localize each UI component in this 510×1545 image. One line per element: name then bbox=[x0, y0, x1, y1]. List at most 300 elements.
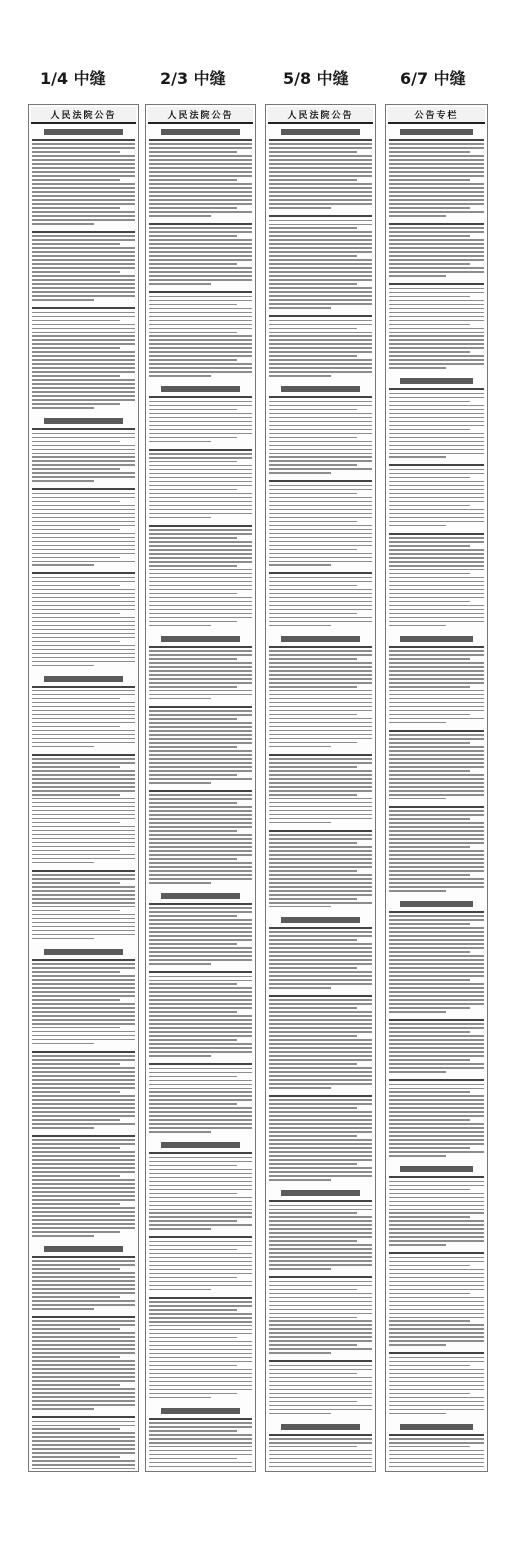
text-line bbox=[32, 870, 135, 872]
text-line bbox=[269, 335, 372, 337]
text-line bbox=[269, 987, 331, 989]
text-line bbox=[389, 449, 484, 451]
text-line bbox=[269, 782, 372, 784]
text-line bbox=[32, 339, 135, 341]
text-line bbox=[269, 1003, 372, 1005]
text-line bbox=[32, 826, 135, 828]
text-line bbox=[269, 437, 357, 439]
text-line bbox=[269, 1244, 372, 1246]
text-line bbox=[269, 332, 372, 334]
text-line bbox=[149, 1095, 252, 1097]
text-line bbox=[149, 247, 252, 249]
text-line bbox=[32, 690, 135, 692]
text-line bbox=[389, 585, 484, 587]
text-line bbox=[269, 1055, 372, 1057]
text-line bbox=[389, 469, 484, 471]
text-line bbox=[389, 1111, 484, 1113]
text-line bbox=[32, 171, 135, 173]
text-line bbox=[269, 409, 357, 411]
text-line bbox=[389, 235, 470, 237]
text-line bbox=[149, 678, 252, 680]
text-line bbox=[269, 1228, 372, 1230]
text-line bbox=[149, 195, 252, 197]
text-line bbox=[32, 999, 120, 1001]
text-line bbox=[32, 762, 135, 764]
text-line bbox=[389, 1434, 484, 1436]
text-line bbox=[389, 1212, 484, 1214]
text-line bbox=[269, 995, 372, 997]
text-line bbox=[389, 613, 484, 615]
text-line bbox=[389, 854, 484, 856]
text-line bbox=[32, 247, 135, 249]
text-line bbox=[269, 1405, 372, 1407]
text-line bbox=[389, 247, 484, 249]
text-line bbox=[32, 316, 135, 318]
text-line bbox=[389, 1147, 470, 1149]
text-line bbox=[269, 947, 372, 949]
text-line bbox=[32, 541, 135, 543]
text-line bbox=[149, 1269, 252, 1271]
text-line bbox=[389, 1466, 484, 1468]
text-line bbox=[389, 1176, 484, 1178]
text-line bbox=[32, 1187, 135, 1189]
text-line bbox=[389, 263, 470, 265]
text-line bbox=[389, 1301, 484, 1303]
text-line bbox=[149, 1397, 211, 1399]
text-line bbox=[32, 589, 135, 591]
text-line bbox=[149, 1157, 252, 1159]
text-line bbox=[269, 975, 372, 977]
text-line bbox=[389, 497, 484, 499]
text-line bbox=[389, 489, 484, 491]
text-line bbox=[269, 472, 331, 474]
text-line bbox=[389, 1446, 470, 1448]
text-line bbox=[149, 613, 252, 615]
paragraph-gap bbox=[269, 629, 372, 633]
text-line bbox=[269, 243, 372, 245]
notice-subheading bbox=[44, 129, 122, 135]
text-line bbox=[32, 1207, 135, 1209]
text-line bbox=[149, 1321, 252, 1323]
text-line bbox=[269, 1332, 372, 1334]
text-line bbox=[269, 1305, 372, 1307]
text-line bbox=[389, 750, 484, 752]
text-line bbox=[269, 421, 372, 423]
text-line bbox=[269, 1051, 372, 1053]
text-line bbox=[269, 955, 372, 957]
text-line bbox=[149, 1127, 252, 1129]
text-line bbox=[149, 243, 252, 245]
text-line bbox=[269, 979, 372, 981]
text-line bbox=[32, 906, 135, 908]
text-line bbox=[389, 1181, 484, 1183]
text-line bbox=[149, 497, 252, 499]
text-line bbox=[32, 1324, 135, 1326]
text-line bbox=[269, 702, 372, 704]
text-line bbox=[32, 645, 135, 647]
text-line bbox=[32, 545, 135, 547]
text-line bbox=[269, 1236, 372, 1238]
text-line bbox=[389, 259, 484, 261]
text-line bbox=[149, 923, 252, 925]
text-line bbox=[149, 1393, 237, 1395]
text-line bbox=[149, 818, 252, 820]
text-line bbox=[269, 239, 372, 241]
text-line bbox=[32, 219, 135, 221]
text-line bbox=[149, 469, 252, 471]
text-line bbox=[389, 593, 484, 595]
text-line bbox=[32, 312, 135, 314]
text-line bbox=[32, 537, 135, 539]
column-text-body bbox=[149, 126, 252, 1469]
text-line bbox=[269, 187, 372, 189]
text-line bbox=[389, 1232, 484, 1234]
text-line bbox=[32, 437, 135, 439]
text-line bbox=[32, 1328, 120, 1330]
text-line bbox=[269, 878, 372, 880]
text-line bbox=[32, 1135, 135, 1137]
text-line bbox=[32, 798, 135, 800]
text-line bbox=[149, 903, 252, 905]
text-line bbox=[269, 413, 372, 415]
text-line bbox=[32, 898, 135, 900]
text-line bbox=[32, 1075, 135, 1077]
text-line bbox=[389, 445, 484, 447]
text-line bbox=[389, 658, 470, 660]
text-line bbox=[32, 203, 135, 205]
text-line bbox=[389, 670, 484, 672]
text-line bbox=[269, 155, 372, 157]
text-line bbox=[269, 203, 372, 205]
text-line bbox=[32, 722, 135, 724]
text-line bbox=[32, 971, 120, 973]
text-line bbox=[32, 1316, 135, 1318]
text-line bbox=[389, 1393, 470, 1395]
text-line bbox=[32, 1235, 94, 1237]
text-line bbox=[149, 758, 252, 760]
text-line bbox=[269, 480, 372, 482]
text-line bbox=[149, 794, 252, 796]
column-header: 人民法院公告 bbox=[268, 107, 373, 124]
text-line bbox=[389, 324, 470, 326]
text-line bbox=[32, 585, 120, 587]
text-line bbox=[269, 694, 372, 696]
text-line bbox=[269, 834, 372, 836]
text-line bbox=[269, 686, 357, 688]
text-line bbox=[149, 1173, 252, 1175]
text-line bbox=[269, 299, 372, 301]
text-line bbox=[389, 782, 484, 784]
text-line bbox=[389, 1216, 470, 1218]
text-line bbox=[149, 433, 252, 435]
text-line bbox=[149, 371, 252, 373]
paragraph-gap bbox=[32, 669, 135, 673]
text-line bbox=[389, 698, 484, 700]
text-line bbox=[32, 441, 120, 443]
text-line bbox=[269, 1205, 372, 1207]
text-line bbox=[269, 1075, 372, 1077]
text-line bbox=[149, 1201, 252, 1203]
notice-subheading bbox=[281, 917, 359, 923]
text-line bbox=[389, 682, 484, 684]
text-line bbox=[32, 332, 135, 334]
text-line bbox=[32, 694, 135, 696]
text-line bbox=[269, 794, 357, 796]
text-line bbox=[269, 453, 372, 455]
text-line bbox=[269, 999, 372, 1001]
text-line bbox=[269, 401, 372, 403]
text-line bbox=[269, 468, 372, 470]
text-line bbox=[269, 1397, 372, 1399]
text-line bbox=[389, 1220, 484, 1222]
text-line bbox=[269, 874, 372, 876]
text-line bbox=[389, 335, 484, 337]
text-line bbox=[269, 1434, 372, 1436]
text-line bbox=[32, 902, 135, 904]
text-line bbox=[32, 1264, 135, 1266]
text-line bbox=[32, 597, 135, 599]
text-line bbox=[269, 1232, 372, 1234]
paragraph-gap bbox=[389, 629, 484, 633]
text-line bbox=[269, 842, 357, 844]
text-line bbox=[269, 509, 372, 511]
text-line bbox=[149, 275, 252, 277]
text-line bbox=[389, 1031, 470, 1033]
text-line bbox=[149, 316, 252, 318]
text-line bbox=[269, 1281, 372, 1283]
text-line bbox=[389, 1088, 484, 1090]
text-line bbox=[269, 355, 357, 357]
text-line bbox=[149, 1224, 252, 1226]
text-line bbox=[389, 1189, 470, 1191]
notice-subheading bbox=[44, 676, 122, 682]
text-line bbox=[389, 1442, 484, 1444]
text-line bbox=[269, 886, 372, 888]
text-line bbox=[32, 167, 135, 169]
text-line bbox=[269, 1389, 372, 1391]
text-line bbox=[269, 1248, 372, 1250]
text-line bbox=[149, 461, 237, 463]
text-line bbox=[389, 308, 484, 310]
text-line bbox=[149, 561, 252, 563]
text-line bbox=[269, 1035, 357, 1037]
text-line bbox=[269, 662, 372, 664]
text-line bbox=[269, 485, 372, 487]
text-line bbox=[32, 175, 135, 177]
text-line bbox=[149, 1305, 252, 1307]
text-line bbox=[389, 549, 484, 551]
text-line bbox=[32, 758, 135, 760]
text-line bbox=[269, 1328, 372, 1330]
text-line bbox=[269, 730, 372, 732]
text-line bbox=[269, 621, 372, 623]
text-line bbox=[32, 1428, 120, 1430]
text-line bbox=[149, 1023, 252, 1025]
text-line bbox=[149, 1185, 252, 1187]
text-line bbox=[32, 878, 135, 880]
text-line bbox=[149, 1349, 252, 1351]
text-line bbox=[389, 838, 484, 840]
text-line bbox=[149, 1189, 252, 1191]
text-line bbox=[32, 187, 135, 189]
text-line bbox=[389, 690, 484, 692]
text-line bbox=[149, 846, 252, 848]
text-line bbox=[149, 722, 252, 724]
text-line bbox=[149, 279, 252, 281]
text-line bbox=[149, 187, 252, 189]
text-line bbox=[389, 605, 484, 607]
text-line bbox=[149, 746, 237, 748]
text-line bbox=[389, 1317, 484, 1319]
text-line bbox=[32, 1039, 135, 1041]
text-line bbox=[149, 271, 252, 273]
text-line bbox=[389, 625, 446, 627]
text-line bbox=[269, 818, 372, 820]
text-line bbox=[32, 1352, 135, 1354]
text-line bbox=[389, 1123, 484, 1125]
text-line bbox=[269, 1224, 372, 1226]
text-line bbox=[269, 862, 372, 864]
text-line bbox=[149, 1377, 252, 1379]
text-line bbox=[149, 754, 252, 756]
text-line bbox=[389, 1236, 484, 1238]
text-line bbox=[269, 814, 372, 816]
text-line bbox=[149, 328, 252, 330]
text-line bbox=[269, 235, 372, 237]
text-line bbox=[269, 1348, 372, 1350]
text-line bbox=[269, 1209, 372, 1211]
text-line bbox=[389, 175, 484, 177]
text-line bbox=[389, 147, 484, 149]
text-line bbox=[149, 830, 237, 832]
text-line bbox=[32, 890, 135, 892]
text-line bbox=[149, 1381, 252, 1383]
text-line bbox=[149, 1003, 252, 1005]
text-line bbox=[149, 1333, 252, 1335]
text-line bbox=[389, 1023, 484, 1025]
text-line bbox=[149, 509, 252, 511]
text-line bbox=[389, 915, 484, 917]
text-line bbox=[149, 1369, 252, 1371]
text-line bbox=[269, 501, 372, 503]
text-line bbox=[389, 834, 484, 836]
text-line bbox=[32, 1091, 120, 1093]
text-line bbox=[32, 1035, 135, 1037]
text-line bbox=[269, 1039, 372, 1041]
text-line bbox=[32, 456, 135, 458]
text-line bbox=[149, 1373, 252, 1375]
text-line bbox=[269, 830, 372, 832]
text-line bbox=[269, 927, 372, 929]
text-line bbox=[32, 493, 135, 495]
text-line bbox=[32, 147, 135, 149]
text-line bbox=[389, 275, 446, 277]
text-line bbox=[389, 1197, 484, 1199]
text-line bbox=[32, 1195, 135, 1197]
text-line bbox=[389, 935, 484, 937]
text-line bbox=[269, 1220, 372, 1222]
text-line bbox=[149, 980, 252, 982]
text-line bbox=[389, 1450, 484, 1452]
text-line bbox=[32, 1444, 135, 1446]
text-line bbox=[389, 810, 484, 812]
text-line bbox=[32, 391, 135, 393]
text-line bbox=[389, 991, 484, 993]
text-line bbox=[389, 367, 446, 369]
text-line bbox=[389, 397, 484, 399]
text-line bbox=[32, 1468, 135, 1469]
text-line bbox=[389, 521, 484, 523]
text-line bbox=[149, 1131, 211, 1133]
text-line bbox=[149, 1039, 237, 1041]
text-line bbox=[32, 1003, 135, 1005]
text-line bbox=[269, 231, 372, 233]
text-line bbox=[389, 1261, 484, 1263]
newspaper-column-4 bbox=[385, 104, 488, 1472]
text-line bbox=[149, 1099, 252, 1101]
text-line bbox=[149, 798, 252, 800]
text-line bbox=[32, 509, 135, 511]
text-line bbox=[32, 1027, 120, 1029]
text-line bbox=[389, 1269, 484, 1271]
text-line bbox=[269, 658, 357, 660]
text-line bbox=[269, 605, 372, 607]
text-line bbox=[149, 175, 252, 177]
text-line bbox=[389, 1139, 484, 1141]
text-line bbox=[32, 488, 135, 490]
text-line bbox=[32, 686, 135, 688]
text-line bbox=[32, 830, 135, 832]
text-line bbox=[149, 790, 252, 792]
text-line bbox=[269, 646, 372, 648]
text-line bbox=[149, 449, 252, 451]
text-line bbox=[149, 734, 252, 736]
text-line bbox=[389, 967, 484, 969]
text-line bbox=[32, 215, 135, 217]
text-line bbox=[269, 183, 372, 185]
text-line bbox=[149, 199, 252, 201]
text-line bbox=[389, 798, 446, 800]
text-line bbox=[149, 537, 237, 539]
text-line bbox=[32, 1139, 135, 1141]
text-line bbox=[149, 919, 252, 921]
text-line bbox=[149, 1458, 237, 1460]
text-line bbox=[269, 533, 372, 535]
text-line bbox=[32, 1292, 135, 1294]
text-line bbox=[149, 159, 252, 161]
text-line bbox=[149, 481, 252, 483]
text-line bbox=[269, 139, 372, 141]
text-line bbox=[149, 1216, 252, 1218]
text-line bbox=[269, 167, 372, 169]
text-line bbox=[389, 1201, 484, 1203]
text-line bbox=[269, 263, 372, 265]
text-line bbox=[269, 1111, 372, 1113]
text-line bbox=[269, 963, 372, 965]
text-line bbox=[32, 1432, 135, 1434]
text-line bbox=[149, 343, 252, 345]
text-line bbox=[389, 722, 446, 724]
text-line bbox=[149, 541, 252, 543]
text-line bbox=[32, 1440, 135, 1442]
text-line bbox=[32, 199, 135, 201]
text-line bbox=[149, 409, 237, 411]
text-line bbox=[389, 223, 484, 225]
text-line bbox=[389, 589, 484, 591]
text-line bbox=[32, 139, 135, 141]
text-line bbox=[32, 1043, 94, 1045]
text-line bbox=[389, 151, 470, 153]
